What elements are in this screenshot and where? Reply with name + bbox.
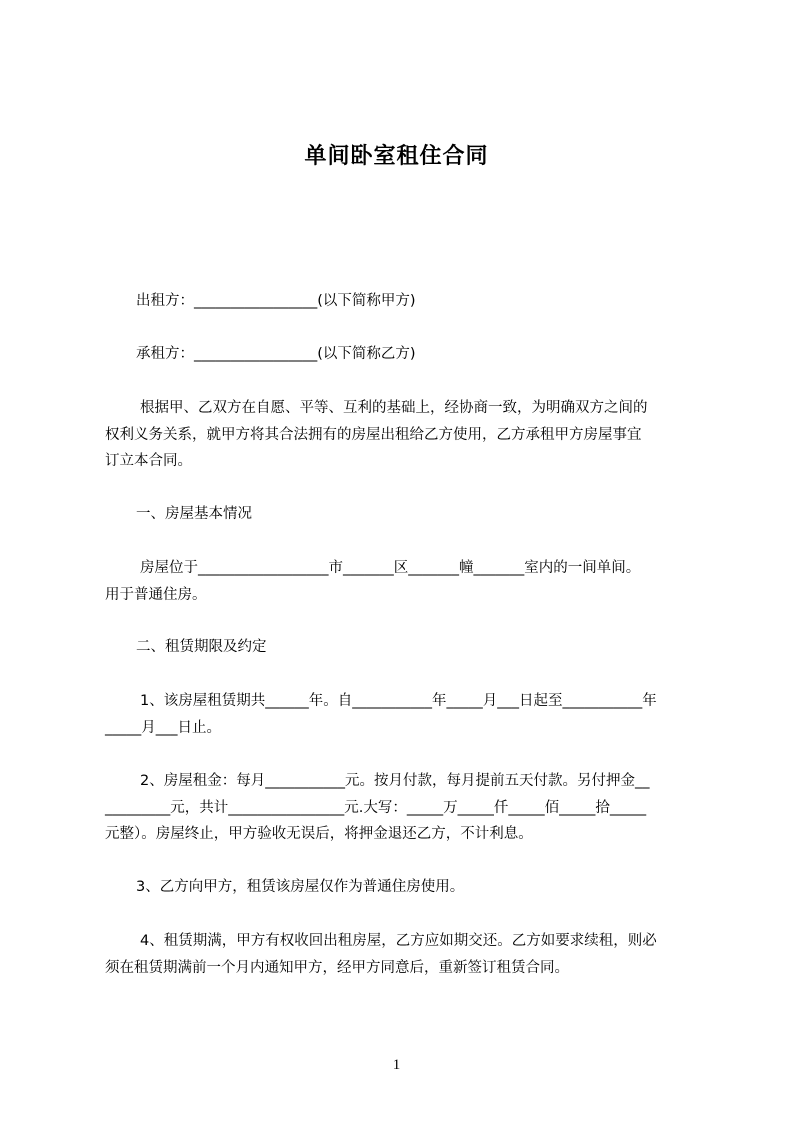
preamble-line: 根据甲、乙双方在自愿、平等、互利的基础上，经协商一致，为明确双方之间的: [140, 400, 648, 416]
clause4-paragraph: [105, 928, 705, 981]
clause2-line: 元整）。房屋终止，甲方验收无误后，将押金退还乙方，不计利息。: [105, 826, 533, 842]
section1-heading: 一、房屋基本情况: [136, 506, 252, 522]
clause2-line: _________元，共计________________元.大写：_____万_____仟_____佰_____拾_____: [105, 799, 647, 816]
clause2-paragraph: [105, 768, 705, 848]
preamble-line: 权利义务关系，就甲方将其合法拥有的房屋出租给乙方使用，乙方承租甲方房屋事宜: [105, 426, 642, 443]
clause2-line: 2、房屋租金：每月___________元。按月付款，每月提前五天付款。另付押金__: [140, 773, 650, 789]
clause4-line: 4、租赁期满，甲方有权收回出租房屋，乙方应如期交还。乙方如要求续租，则必: [140, 933, 657, 949]
clause1-line: 1、该房屋租赁期共______年。自___________年_____月___日起至___________年: [140, 693, 657, 709]
lessor-line: 出租方：_________________(以下简称甲方): [136, 293, 416, 309]
clause1-line: _____月___日止。: [105, 719, 221, 736]
clause3-line: 3、乙方向甲方，租赁该房屋仅作为普通住房使用。: [136, 879, 465, 895]
lessee-line: 承租方：_________________(以下简称乙方): [136, 346, 416, 362]
preamble-line: 订立本合同。: [105, 453, 192, 469]
clause1-paragraph: [105, 688, 705, 741]
clause4-line: 须在租赁期满前一个月内通知甲方，经甲方同意后，重新签订租赁合同。: [105, 959, 569, 976]
preamble-paragraph: [105, 395, 705, 475]
section2-heading: 二、租赁期限及约定: [136, 639, 267, 655]
section1-line: 房屋位于__________________市_______区_______幢_______室内的一间单间。: [140, 560, 641, 576]
page-number: 1: [392, 1057, 401, 1073]
section1-paragraph: [105, 555, 705, 608]
document-title: 单间卧室租住合同: [304, 144, 489, 169]
section1-line: 用于普通住房。: [105, 586, 207, 603]
